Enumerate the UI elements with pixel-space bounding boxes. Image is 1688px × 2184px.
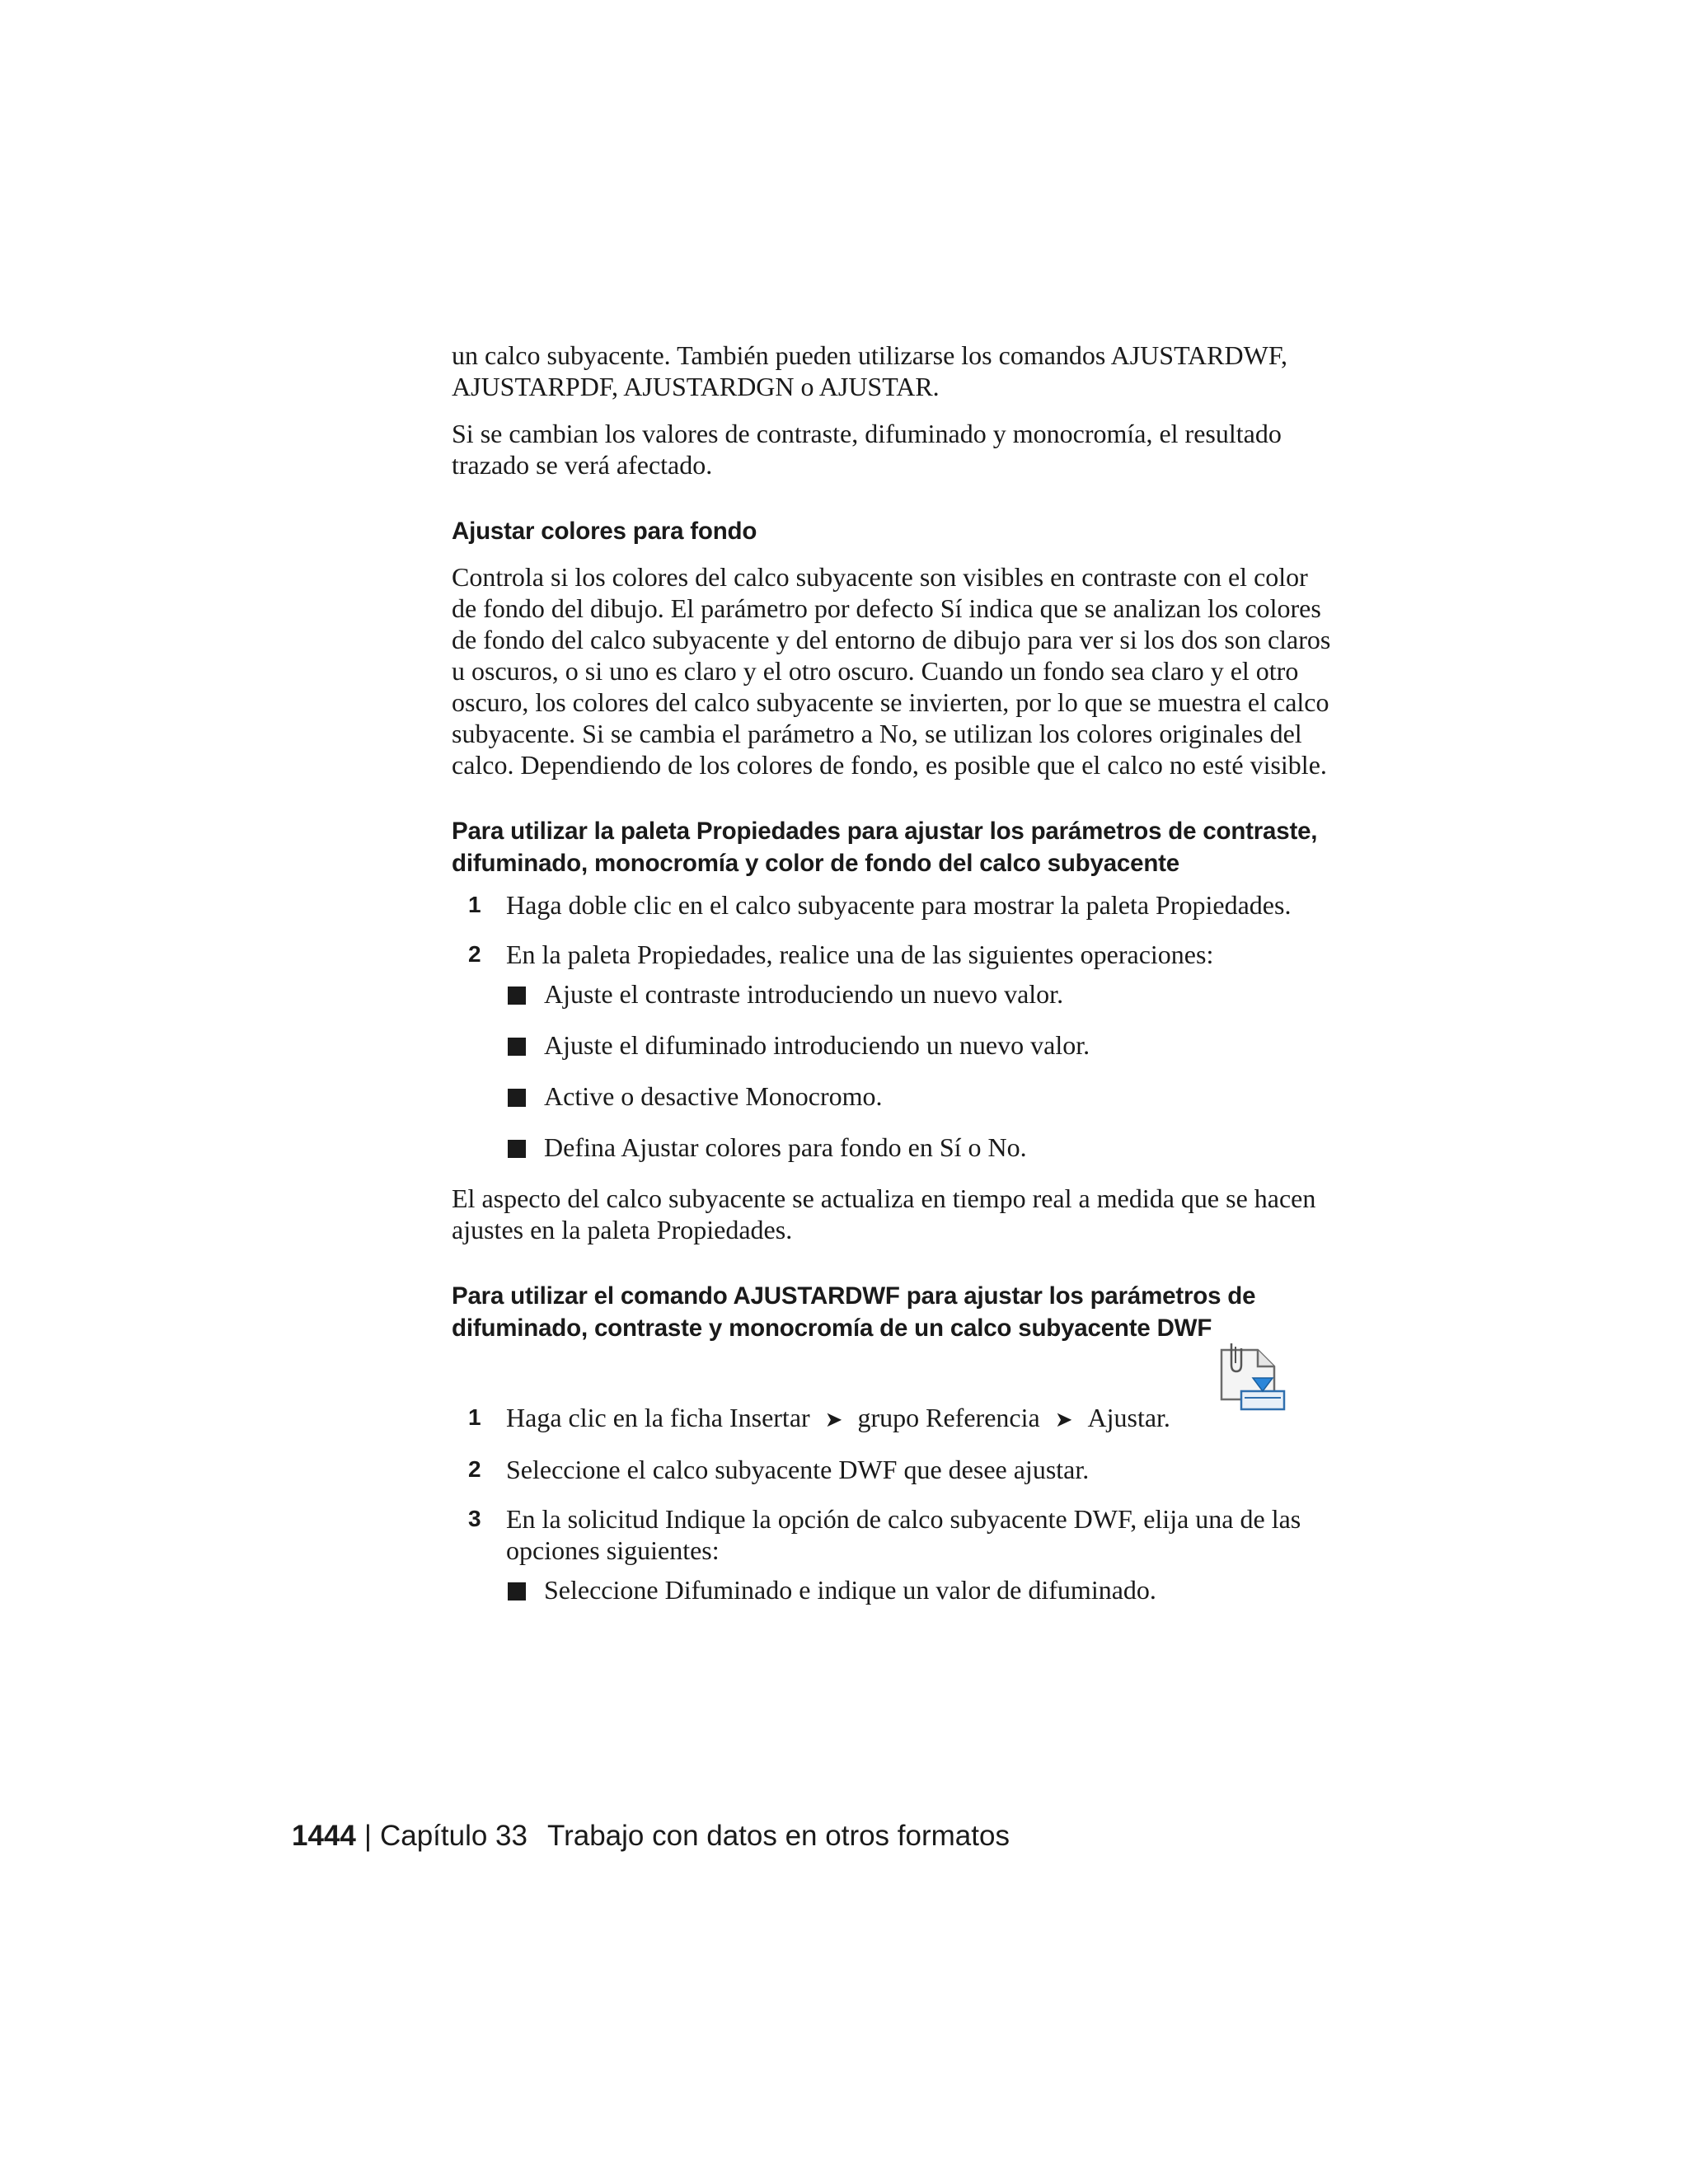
step-text: Haga doble clic en el calco subyacente para mostrar la paleta Propiedades. bbox=[506, 890, 1292, 920]
bullet-list bbox=[506, 978, 1338, 1163]
step-text: Seleccione el calco subyacente DWF que desee ajustar. bbox=[506, 1455, 1090, 1484]
bullet-item bbox=[506, 978, 1338, 1010]
procedure-steps-adjustdwf bbox=[452, 1402, 1338, 1605]
bullet-text: Ajuste el difuminado introduciendo un nuevo valor. bbox=[544, 1030, 1090, 1060]
chapter-label: Capítulo 33 bbox=[379, 1820, 528, 1852]
procedure-heading-properties-palette: Para utilizar la paleta Propiedades para ajustar los parámetros de contraste, difuminado, monocromía y color de fondo del calco subyacente bbox=[452, 818, 1318, 877]
bullet-text: Ajuste el contraste introduciendo un nuevo valor. bbox=[544, 979, 1064, 1009]
procedure-step bbox=[452, 1503, 1338, 1605]
square-bullet-icon bbox=[508, 987, 526, 1005]
realtime-update-paragraph: El aspecto del calco subyacente se actualiza en tiempo real a medida que se hacen ajustes en la paleta Propiedades. bbox=[452, 1183, 1316, 1244]
step-number: 2 bbox=[468, 1456, 481, 1482]
procedure-step bbox=[452, 1454, 1338, 1485]
square-bullet-icon bbox=[508, 1140, 526, 1158]
bullet-item bbox=[506, 1132, 1338, 1163]
procedure-heading-adjustdwf: Para utilizar el comando AJUSTARDWF para ajustar los parámetros de difuminado, contraste y monocromía de un calco subyacente DWF bbox=[452, 1282, 1256, 1342]
step-number: 1 bbox=[468, 892, 481, 917]
arrow-right-icon: ➤ bbox=[824, 1408, 843, 1432]
page-content bbox=[452, 340, 1338, 1625]
bullet-item bbox=[506, 1080, 1338, 1112]
step-number: 2 bbox=[468, 941, 481, 967]
bullet-text: Seleccione Difuminado e indique un valor de difuminado. bbox=[544, 1575, 1156, 1605]
ribbon-panel-reference: grupo Referencia bbox=[857, 1403, 1040, 1432]
page-footer bbox=[292, 1818, 1010, 1854]
arrow-right-icon: ➤ bbox=[1054, 1408, 1073, 1432]
square-bullet-icon bbox=[508, 1038, 526, 1056]
bullet-item bbox=[506, 1574, 1338, 1605]
adjust-colors-description: Controla si los colores del calco subyacente son visibles en contraste con el color de fondo del dibujo. El parámetro por defecto Sí indica que se analizan los colores de fondo del calco subyacente y del entorno de dibujo para ver si los dos son claros u oscuros, o si uno es claro y el otro oscuro. Cuando un fondo sea claro y el otro oscuro, los colores del calco subyacente se invierten, por lo que se muestra el calco subyacente. Si se cambia el parámetro a No, se utilizan los colores originales del calco. Dependiendo de los colores de fondo, es posible que el calco no esté visible. bbox=[452, 562, 1331, 780]
procedure-step bbox=[452, 1402, 1338, 1436]
chapter-title: Trabajo con datos en otros formatos bbox=[547, 1820, 1010, 1852]
ribbon-command-adjust: Ajustar. bbox=[1087, 1403, 1170, 1432]
adjust-underlay-icon bbox=[1217, 1340, 1287, 1414]
bullet-text: Active o desactive Monocromo. bbox=[544, 1081, 883, 1111]
step-text: En la solicitud Indique la opción de calco subyacente DWF, elija una de las opciones siguientes: bbox=[506, 1504, 1301, 1565]
bullet-item bbox=[506, 1029, 1338, 1061]
bullet-list bbox=[506, 1574, 1338, 1605]
procedure-steps-properties bbox=[452, 889, 1338, 1163]
square-bullet-icon bbox=[508, 1089, 526, 1107]
page-number: 1444 bbox=[292, 1820, 356, 1852]
plot-effect-paragraph: Si se cambian los valores de contraste, difuminado y monocromía, el resultado trazado se verá afectado. bbox=[452, 419, 1282, 480]
bullet-text: Defina Ajustar colores para fondo en Sí o No. bbox=[544, 1132, 1027, 1162]
step-number: 1 bbox=[468, 1404, 481, 1430]
square-bullet-icon bbox=[508, 1582, 526, 1601]
intro-paragraph: un calco subyacente. También pueden utilizarse los comandos AJUSTARDWF, AJUSTARPDF, AJUSTARDGN o AJUSTAR. bbox=[452, 340, 1288, 401]
section-heading-adjust-colors: Ajustar colores para fondo bbox=[452, 518, 757, 545]
procedure-step bbox=[452, 939, 1338, 1163]
procedure-step bbox=[452, 889, 1338, 921]
step-text: En la paleta Propiedades, realice una de las siguientes operaciones: bbox=[506, 940, 1214, 969]
ribbon-tab-insert: Haga clic en la ficha Insertar bbox=[506, 1403, 810, 1432]
step-number: 3 bbox=[468, 1506, 481, 1531]
footer-separator: | bbox=[363, 1820, 372, 1852]
